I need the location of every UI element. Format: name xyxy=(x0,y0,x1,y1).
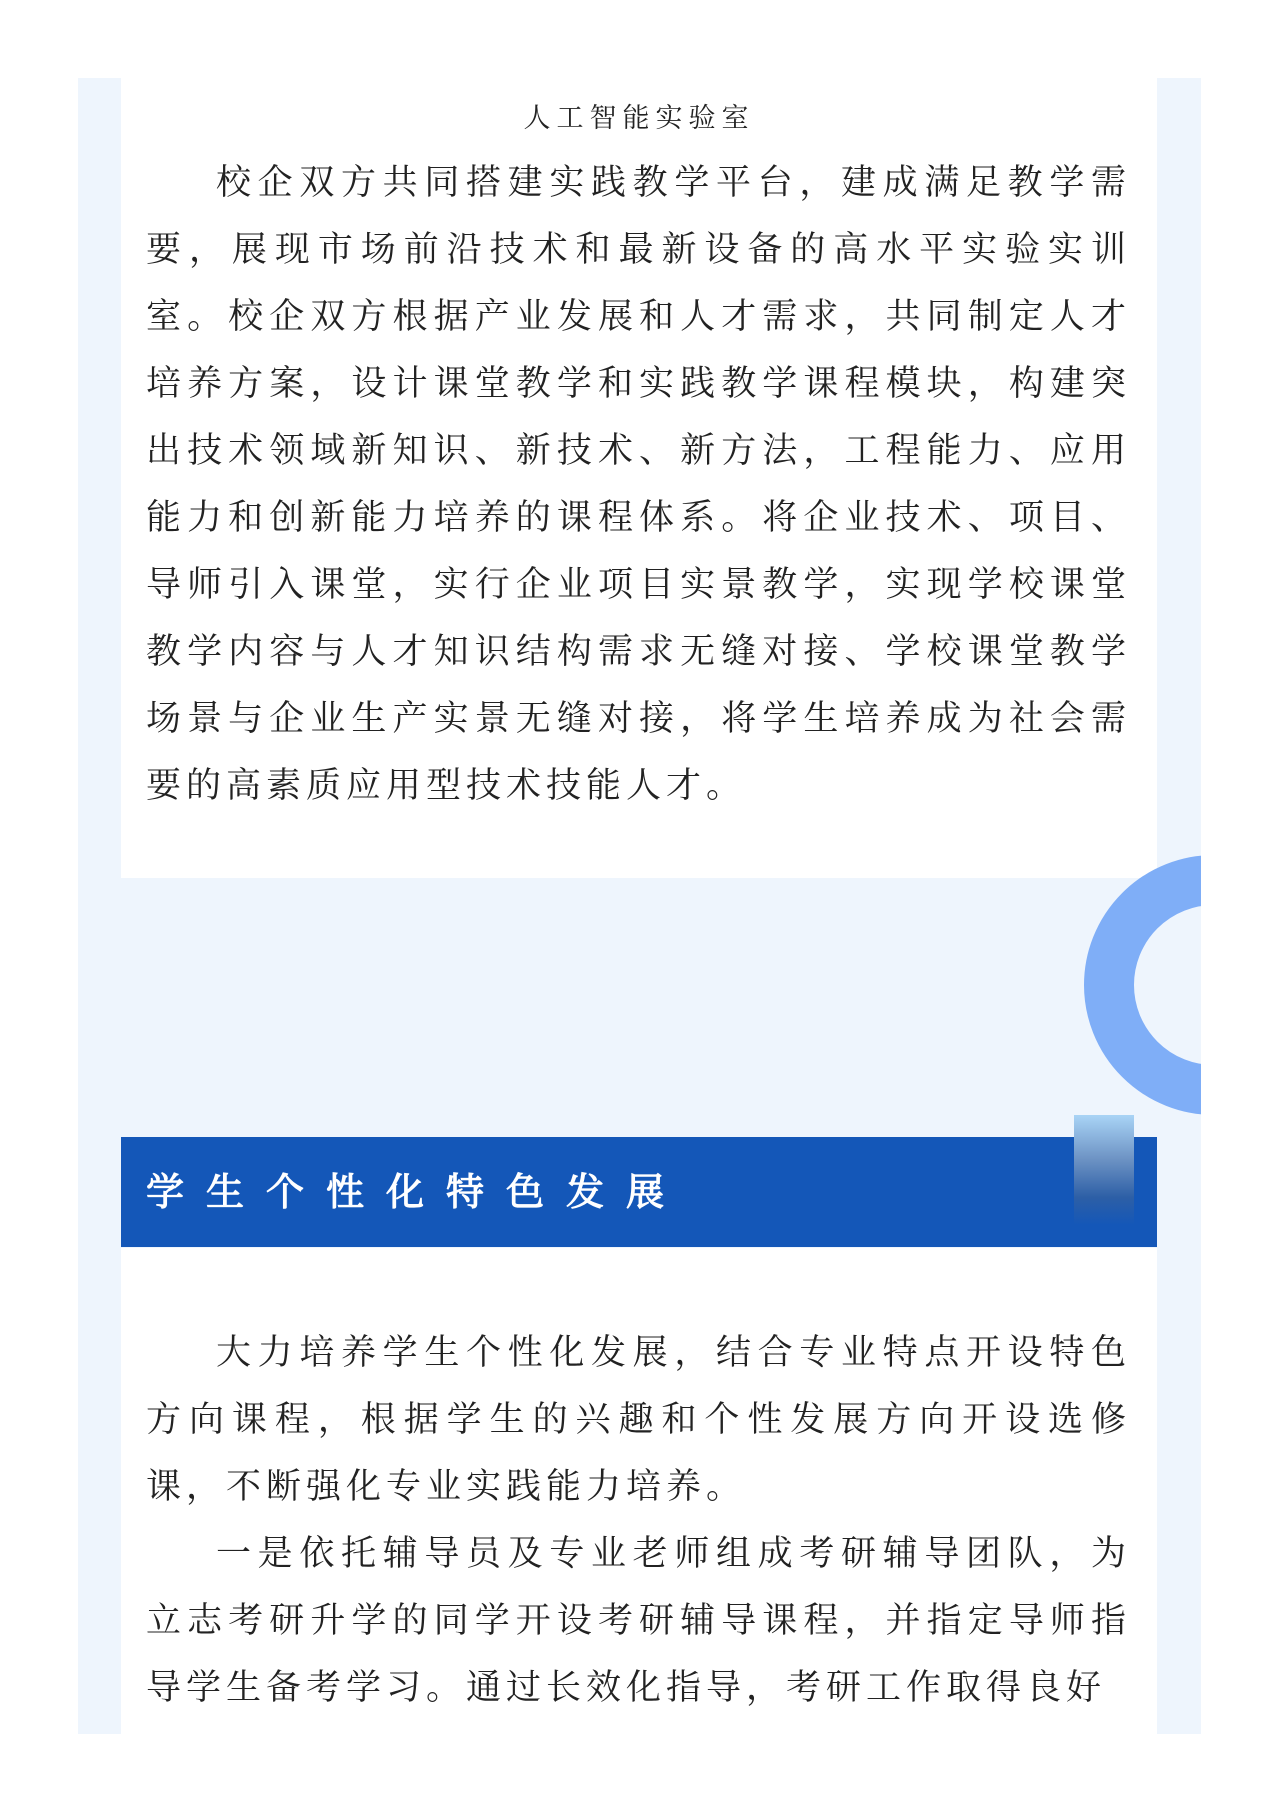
section-title: 学生个性化特色发展 xyxy=(146,1170,687,1214)
image-caption: 人工智能实验室 xyxy=(523,103,755,134)
section-paragraph: 一是依托辅导员及专业老师组成考研辅导团队，为立志考研升学的同学开设考研辅导课程，并指定导师指导学生备考学习。通过长效化指导，考研工作取得良好 xyxy=(146,1534,1131,1708)
decorative-ring-mask xyxy=(1201,820,1272,1150)
section-paragraph: 大力培养学生个性化发展，结合专业特点开设特色方向课程，根据学生的兴趣和个性发展方向开设选修课，不断强化专业实践能力培养。 xyxy=(146,1333,1131,1507)
decorative-gradient-block xyxy=(1074,1115,1134,1225)
lab-description-paragraph: 校企双方共同搭建实践教学平台，建成满足教学需要，展现市场前沿技术和最新设备的高水平实验实训室。校企双方根据产业发展和人才需求，共同制定人才培养方案，设计课堂教学和实践教学课程模块，构建突出技术领域新知识、新技术、新方法，工程能力、应用能力和创新能力培养的课程体系。将企业技术、项目、导师引入课堂，实行企业项目实景教学，实现学校课堂教学内容与人才知识结构需求无缝对接、学校课堂教学场景与企业生产实景无缝对接，将学生培养成为社会需要的高素质应用型技术技能人才。 xyxy=(146,163,1131,806)
